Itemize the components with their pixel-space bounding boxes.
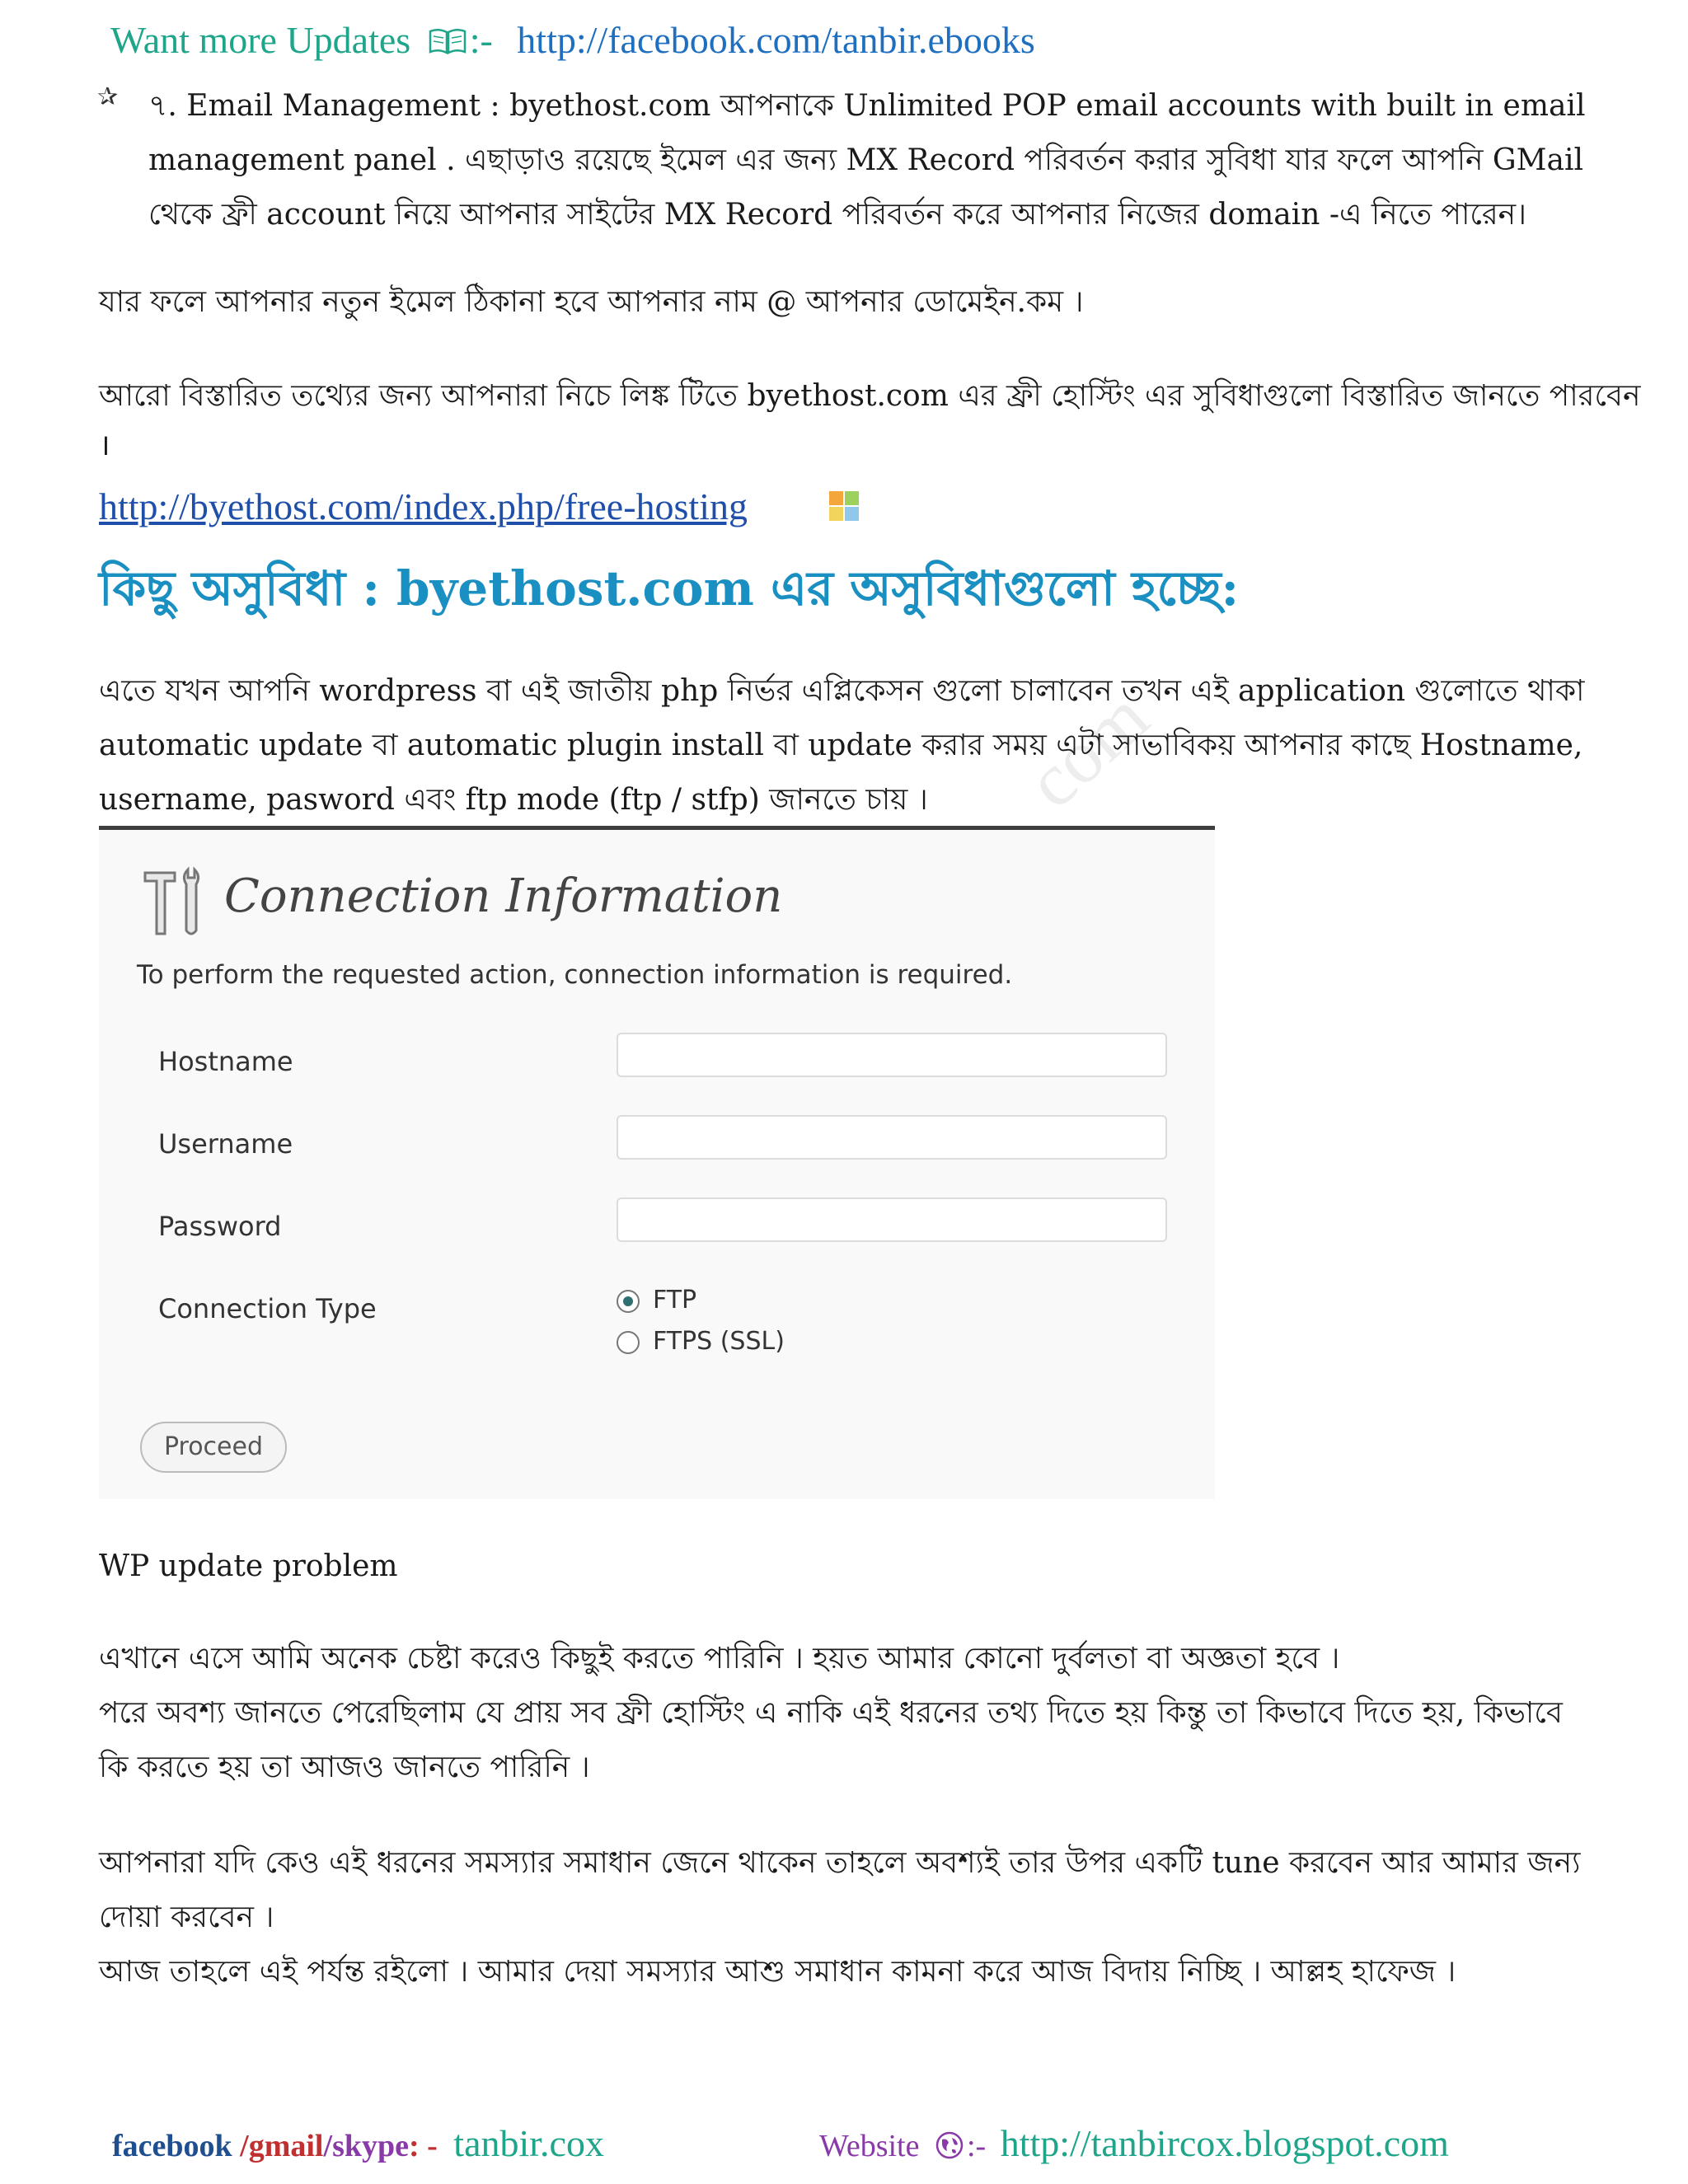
header-line [110,18,1035,62]
footer-skype: skype [332,2129,409,2163]
radio-selected-dot [623,1296,633,1306]
footer-separator: : - [408,2129,438,2163]
paragraph-request [99,1836,1591,1999]
footer-contact [112,2121,604,2165]
panel-description: To perform the requested action, connection information is required. [137,960,1013,990]
tools-icon [142,865,211,939]
paragraph-line: automatic update বা automatic plugin install বা update করার সময় এটা সাভাবিকয় আপনার কাছে Hostname, [99,729,1583,762]
footer-website-label: Website [819,2129,920,2163]
section-heading: কিছু অসুবিধা : byethost.com এর অসুবিধাগুলো হচ্ছে: [99,560,1240,616]
header-separator: :- [469,19,493,61]
paragraph-line: username, pasword এবং ftp mode (ftp / stfp) জানতে চায় । [99,783,928,817]
password-input[interactable] [617,1197,1167,1242]
password-label: Password [158,1211,282,1242]
footer-website-separator: :- [966,2129,987,2163]
ftps-radio[interactable] [617,1331,640,1354]
bullet-item [148,79,1586,242]
paragraph-problem [99,664,1591,827]
bullet-line: management panel . এছাড়াও রয়েছে ইমেল এর জন্য MX Record পরিবর্তন করার সুবিধা যার ফলে আপনি GMail [148,143,1584,177]
username-input[interactable] [617,1115,1167,1160]
paragraph-line: । [99,429,110,462]
footer-handle: tanbir.cox [453,2122,604,2164]
username-label: Username [158,1128,293,1160]
hostname-input[interactable] [617,1033,1167,1077]
paragraph-line: এতে যখন আপনি wordpress বা এই জাতীয় php নির্ভর এপ্লিকেসন গুলো চালাবেন তখন এই application গুলোতে থাকা [99,674,1585,708]
footer-slash: / [240,2129,249,2163]
footer-gmail: gmail [248,2129,324,2163]
paragraph-line: কি করতে হয় তা আজও জানতে পারিনি । [99,1750,590,1784]
paragraph-more-info [99,369,1641,468]
globe-icon [935,2131,964,2159]
paragraph-attempt [99,1632,1591,1795]
header-facebook-link[interactable]: http://facebook.com/tanbir.ebooks [517,19,1035,61]
byethost-link[interactable]: http://byethost.com/index.php/free-hosting [99,485,748,527]
footer-slash: / [323,2129,333,2163]
footer-facebook: facebook [112,2129,232,2163]
bullet-line: ৭. Email Management : byethost.com আপনাকে Unlimited POP email accounts with built in email [148,89,1586,123]
paragraph-line: আপনারা যদি কেও এই ধরনের সমস্যার সমাধান জেনে থাকেন তাহলে অবশ্যই তার উপর একটি tune করবেন আর আমার জন্য [99,1846,1581,1880]
connection-type-label: Connection Type [158,1293,377,1324]
hostname-label: Hostname [158,1046,293,1077]
ftp-radio-label: FTP [653,1286,697,1315]
paragraph-line: আরো বিস্তারিত তথ্যের জন্য আপনারা নিচে লিঙ্ক টিতে byethost.com এর ফ্রী হোস্টিং এর সুবিধাগুলো বিস্তারিত জানতে পারবেন [99,379,1641,413]
star-bullet-icon: ✰ [97,82,119,111]
header-label: Want more Updates [110,19,411,61]
panel-title: Connection Information [224,869,783,923]
paragraph-line: আজ তাহলে এই পর্যন্ত রইলো । আমার দেয়া সমস্যার আশু সমাধান কামনা করে আজ বিদায় নিচ্ছি । আল্লহ হাফেজ । [99,1955,1456,1989]
proceed-button[interactable]: Proceed [140,1422,287,1473]
screenshot-caption: WP update problem [99,1549,398,1583]
paragraph-line: পরে অবশ্য জানতে পেরেছিলাম যে প্রায় সব ফ্রী হোস্টিং এ নাকি এই ধরনের তথ্য দিতে হয় কিন্তু তা কিভাবে দিতে হয়, কিভাবে [99,1696,1563,1730]
connection-info-panel [99,826,1215,1499]
ftps-radio-label: FTPS (SSL) [653,1327,785,1356]
footer-website [819,2121,1449,2165]
watermark: com [1010,674,1165,824]
paragraph-line: এখানে এসে আমি অনেক চেষ্টা করেও কিছুই করতে পারিনি । হয়ত আমার কোনো দুর্বলতা বা অজ্ঞতা হবে । [99,1642,1340,1675]
open-book-icon [429,28,467,54]
paragraph-line: দোয়া করবেন । [99,1900,274,1934]
ftp-radio[interactable] [617,1290,640,1313]
bullet-line: থেকে ফ্রী account নিয়ে আপনার সাইটের MX Record পরিবর্তন করে আপনার নিজের domain -এ নিতে পারেন। [148,198,1527,232]
colored-squares-icon [828,490,860,523]
paragraph-email-address: যার ফলে আপনার নতুন ইমেল ঠিকানা হবে আপনার নাম @ আপনার ডোমেইন.কম । [99,285,1084,319]
footer-website-url[interactable]: http://tanbircox.blogspot.com [1000,2122,1449,2164]
